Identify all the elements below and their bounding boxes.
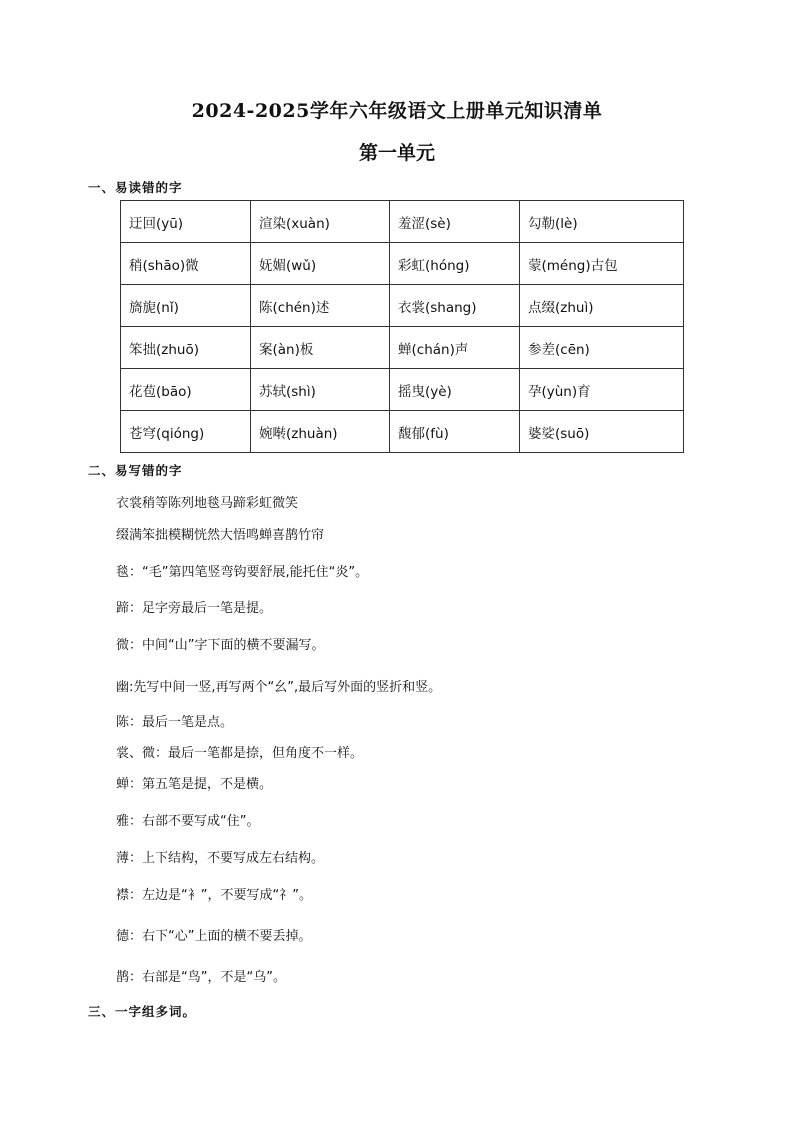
table-cell: 参差(cēn) xyxy=(520,327,684,369)
writing-tip: 幽:先写中间一竖,再写两个“幺”,最后写外面的竖折和竖。 xyxy=(116,680,442,695)
table-cell: 孕(yùn)育 xyxy=(520,369,684,411)
writing-tip: 蝉：第五笔是提，不是横。 xyxy=(116,777,273,792)
writing-tip: 德：右下“心”上面的横不要丢掉。 xyxy=(116,929,312,944)
document-title: 2024-2025学年六年级语文上册单元知识清单 xyxy=(191,100,603,122)
writing-tip: 雅：右部不要写成“住”。 xyxy=(116,814,260,829)
table-cell: 馥郁(fù) xyxy=(390,411,520,453)
table-cell: 苏轼(shì) xyxy=(251,369,390,411)
table-cell: 婆娑(suō) xyxy=(520,411,684,453)
table-cell: 点缀(zhuì) xyxy=(520,285,684,327)
table-row xyxy=(121,327,684,369)
table-cell: 苍穹(qióng) xyxy=(121,411,251,453)
writing-tip: 毯：“毛”第四笔竖弯钩要舒展,能托住“炎”。 xyxy=(116,565,369,580)
table-row xyxy=(121,411,684,453)
table-cell: 案(àn)板 xyxy=(251,327,390,369)
table-row xyxy=(121,243,684,285)
misread-words-table xyxy=(120,200,684,453)
section-heading-easy-misread: 一、易读错的字 xyxy=(88,180,183,195)
table-cell: 勾勒(lè) xyxy=(520,201,684,243)
table-cell: 衣裳(shang) xyxy=(390,285,520,327)
table-cell: 妩媚(wǔ) xyxy=(251,243,390,285)
table-row xyxy=(121,285,684,327)
table-cell: 蝉(chán)声 xyxy=(390,327,520,369)
table-cell: 婉啭(zhuàn) xyxy=(251,411,390,453)
writing-tip: 薄：上下结构，不要写成左右结构。 xyxy=(116,851,325,866)
section-heading-word-building: 三、一字组多词。 xyxy=(88,1004,197,1019)
table-cell: 彩虹(hóng) xyxy=(390,243,520,285)
writing-tip: 鹊：右部是“鸟”，不是“乌”。 xyxy=(116,970,286,985)
table-cell: 迂回(yū) xyxy=(121,201,251,243)
table-cell: 摇曳(yè) xyxy=(390,369,520,411)
table-cell: 花苞(bāo) xyxy=(121,369,251,411)
section-heading-easy-miswrite: 二、易写错的字 xyxy=(88,463,183,478)
unit-title: 第一单元 xyxy=(358,142,435,164)
table-cell: 蒙(méng)古包 xyxy=(520,243,684,285)
writing-tip: 裳、微：最后一笔都是捺，但角度不一样。 xyxy=(116,746,364,761)
table-cell: 羞涩(sè) xyxy=(390,201,520,243)
table-cell: 旖旎(nǐ) xyxy=(121,285,251,327)
table-row xyxy=(121,201,684,243)
table-cell: 陈(chén)述 xyxy=(251,285,390,327)
table-cell: 稍(shāo)微 xyxy=(121,243,251,285)
writing-tip: 蹄：足字旁最后一笔是提。 xyxy=(116,601,273,616)
word-list-line: 衣裳稍等陈列地毯马蹄彩虹微笑 xyxy=(116,496,299,511)
writing-tip: 微：中间“山”字下面的横不要漏写。 xyxy=(116,638,325,653)
writing-tip: 襟：左边是“衤”，不要写成“礻”。 xyxy=(116,888,312,903)
word-list-line: 缀满笨拙模糊恍然大悟鸣蝉喜鹊竹帘 xyxy=(116,528,325,543)
table-row xyxy=(121,369,684,411)
table-cell: 笨拙(zhuō) xyxy=(121,327,251,369)
table-cell: 渲染(xuàn) xyxy=(251,201,390,243)
writing-tip: 陈：最后一笔是点。 xyxy=(116,715,234,730)
